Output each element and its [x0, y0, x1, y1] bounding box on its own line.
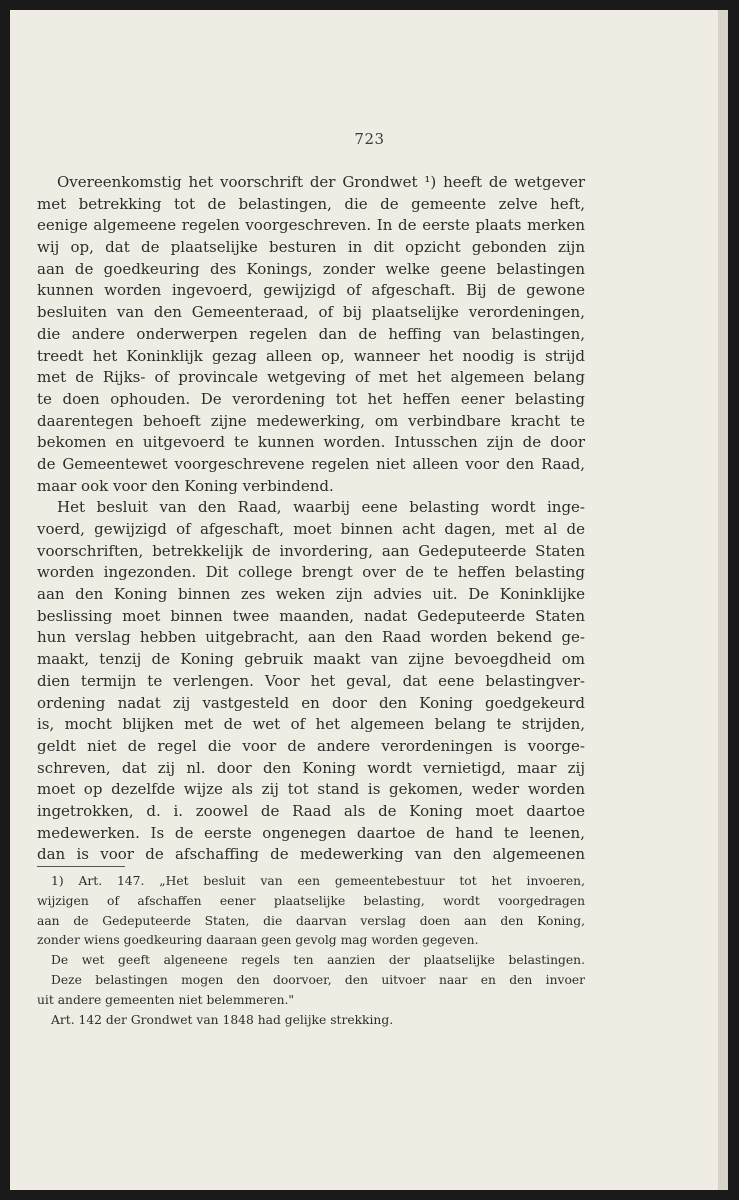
- text-line: voorschriften, betrekkelijk de invordering, aan Gedeputeerde Staten: [37, 541, 585, 560]
- text-line: medewerken. Is de eerste ongenegen daartoe de hand te leenen,: [37, 823, 585, 842]
- paragraph: [37, 497, 585, 866]
- footnote-line: wijzigen of afschaffen eener plaatselijke belasting, wordt voorgedragen: [37, 893, 585, 908]
- text-line: Het besluit van den Raad, waarbij eene belasting wordt inge-: [57, 498, 585, 517]
- text-line: kunnen worden ingevoerd, gewijzigd of afgeschaft. Bij de gewone: [37, 281, 585, 300]
- text-line: die andere onderwerpen regelen dan de heffing van belastingen,: [37, 324, 585, 343]
- text-line: bekomen en uitgevoerd te kunnen worden. Intusschen zijn de door: [37, 433, 585, 452]
- text-line: maakt, tenzij de Koning gebruik maakt van zijne bevoegdheid om: [37, 650, 585, 669]
- footnotes: [37, 872, 585, 1030]
- paragraph: [37, 172, 585, 497]
- footnote-line: Deze belastingen mogen den doorvoer, den uitvoer naar en den invoer: [51, 972, 585, 987]
- text-line: Overeenkomstig het voorschrift der Grondwet ¹) heeft de wetgever: [57, 173, 585, 191]
- footnote-line: Art. 142 der Grondwet van 1848 had gelijke strekking.: [51, 1012, 394, 1027]
- text-line: eenige algemeene regelen voorgeschreven. In de eerste plaats merken: [37, 216, 585, 235]
- page-number: 723: [354, 130, 385, 148]
- text-line: hun verslag hebben uitgebracht, aan den Raad worden bekend ge-: [37, 628, 585, 647]
- text-line: aan de goedkeuring des Konings, zonder welke geene belastingen: [37, 259, 585, 278]
- footnote: [37, 971, 585, 1011]
- text-line: treedt het Koninklijk gezag alleen op, wanneer het noodig is strijd: [37, 346, 585, 365]
- text-line: te doen ophouden. De verordening tot het heffen eener belasting: [37, 389, 585, 408]
- text-line: daarentegen behoeft zijne medewerking, om verbindbare kracht te: [37, 411, 585, 430]
- text-line: ordening nadat zij vastgesteld en door den Koning goedgekeurd: [37, 693, 585, 712]
- footnote: [37, 1011, 585, 1031]
- text-line: worden ingezonden. Dit college brengt over de te heffen belasting: [37, 563, 585, 582]
- page-edge: [718, 10, 728, 1190]
- text-line: besluiten van den Gemeenteraad, of bij plaatselijke verordeningen,: [37, 303, 585, 322]
- footnote-line: uit andere gemeenten niet belemmeren.": [37, 992, 295, 1007]
- footnote-line: 1) Art. 147. „Het besluit van een gemeentebestuur tot het invoeren,: [51, 874, 585, 888]
- text-line: geldt niet de regel die voor de andere verordeningen is voorge-: [37, 736, 585, 755]
- text-line: beslissing moet binnen twee maanden, nadat Gedeputeerde Staten: [37, 606, 585, 625]
- text-line: is, mocht blijken met de wet of het algemeen belang te strijden,: [37, 715, 585, 734]
- text-line: met betrekking tot de belastingen, die de gemeente zelve heft,: [37, 194, 585, 213]
- text-line: wij op, dat de plaatselijke besturen in dit opzicht gebonden zijn: [37, 238, 585, 257]
- text-line: moet op dezelfde wijze als zij tot stand is gekomen, weder worden: [37, 780, 585, 799]
- text-line: voerd, gewijzigd of afgeschaft, moet binnen acht dagen, met al de: [37, 520, 585, 538]
- footnote-line: De wet geeft algeneene regels ten aanzien der plaatselijke belastingen.: [51, 953, 585, 968]
- text-line: dan is voor de afschaffing de medewerking van den algemeenen: [37, 845, 585, 864]
- text-line: schreven, dat zij nl. door den Koning wordt vernietigd, maar zij: [37, 758, 585, 777]
- footnote: [37, 872, 585, 951]
- text-line: dien termijn te verlengen. Voor het geval, dat eene belastingver-: [37, 671, 585, 690]
- text-line: ingetrokken, d. i. zoowel de Raad als de Koning moet daartoe: [37, 801, 585, 820]
- text-line: maar ook voor den Koning verbindend.: [37, 476, 334, 495]
- text-line: de Gemeentewet voorgeschrevene regelen niet alleen voor den Raad,: [37, 454, 585, 473]
- text-line: met de Rijks- of provincale wetgeving of met het algemeen belang: [37, 368, 585, 387]
- text-line: aan den Koning binnen zes weken zijn advies uit. De Koninklijke: [37, 585, 585, 604]
- footnote-line: zonder wiens goedkeuring daaraan geen gevolg mag worden gegeven.: [37, 933, 479, 948]
- footnote: [37, 951, 585, 971]
- footnote-line: aan de Gedeputeerde Staten, die daarvan verslag doen aan den Koning,: [37, 913, 585, 928]
- body-text: [37, 172, 585, 866]
- footnote-divider: [37, 866, 125, 867]
